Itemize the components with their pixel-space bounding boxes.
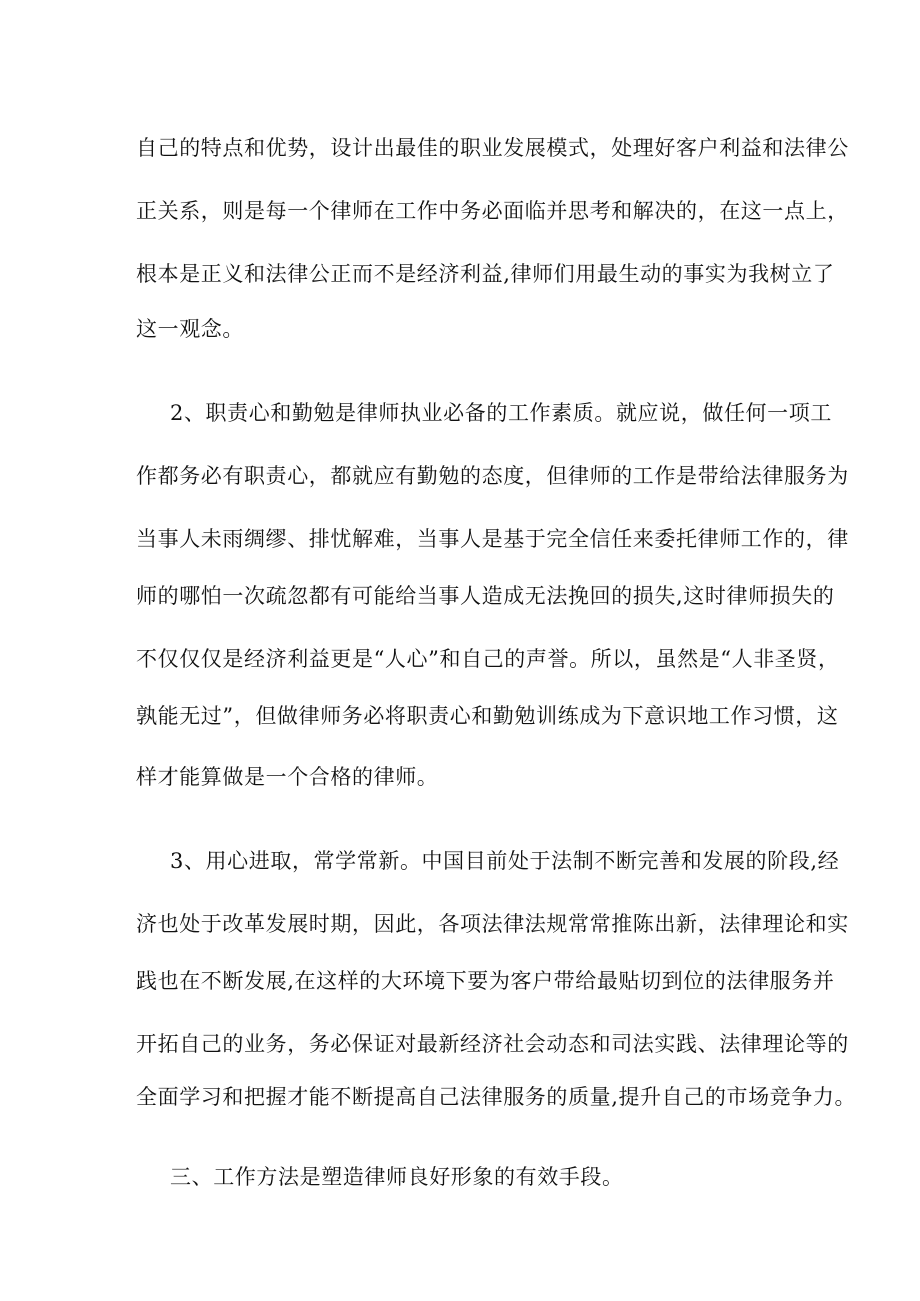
paragraph-line: 济也处于改革发展时期，因此，各项法律法规常常推陈出新，法律理论和实 bbox=[136, 912, 849, 936]
paragraph-line: 正关系，则是每一个律师在工作中务必面临并思考和解决的，在这一点上， bbox=[136, 199, 849, 223]
section-heading: 三、工作方法是塑造律师良好形象的有效手段。 bbox=[170, 1165, 624, 1189]
paragraph-line: 样才能算做是一个合格的律师。 bbox=[136, 765, 439, 789]
paragraph-line: 根本是正义和法律公正而不是经济利益,律师们用最生动的事实为我树立了 bbox=[136, 262, 835, 286]
paragraph-line: 不仅仅仅是经济利益更是“人心”和自己的声誉。所以，虽然是“人非圣贤， bbox=[136, 647, 840, 671]
paragraph-line: 作都务必有职责心，都就应有勤勉的态度，但律师的工作是带给法律服务为 bbox=[136, 464, 849, 488]
paragraph-line: 自己的特点和优势，设计出最佳的职业发展模式，处理好客户利益和法律公 bbox=[136, 136, 849, 160]
paragraph-line: 全面学习和把握才能不断提高自己法律服务的质量,提升自己的市场竞争力。 bbox=[136, 1085, 857, 1109]
paragraph-line: 2、职责心和勤勉是律师执业必备的工作素质。就应说，做任何一项工 bbox=[170, 401, 832, 425]
paragraph-line: 师的哪怕一次疏忽都有可能给当事人造成无法挽回的损失,这时律师损失的 bbox=[136, 584, 835, 608]
paragraph-line: 这一观念。 bbox=[136, 317, 244, 341]
paragraph-line: 践也在不断发展,在这样的大环境下要为客户带给最贴切到位的法律服务并 bbox=[136, 969, 835, 993]
paragraph-line: 孰能无过”，但做律师务必将职责心和勤勉训练成为下意识地工作习惯，这 bbox=[136, 704, 839, 728]
paragraph-line: 当事人未雨绸缪、排忧解难，当事人是基于完全信任来委托律师工作的，律 bbox=[136, 527, 849, 551]
paragraph-line: 3、用心进取，常学常新。中国目前处于法制不断完善和发展的阶段,经 bbox=[170, 849, 840, 873]
paragraph-line: 开拓自己的业务，务必保证对最新经济社会动态和司法实践、法律理论等的 bbox=[136, 1032, 849, 1056]
